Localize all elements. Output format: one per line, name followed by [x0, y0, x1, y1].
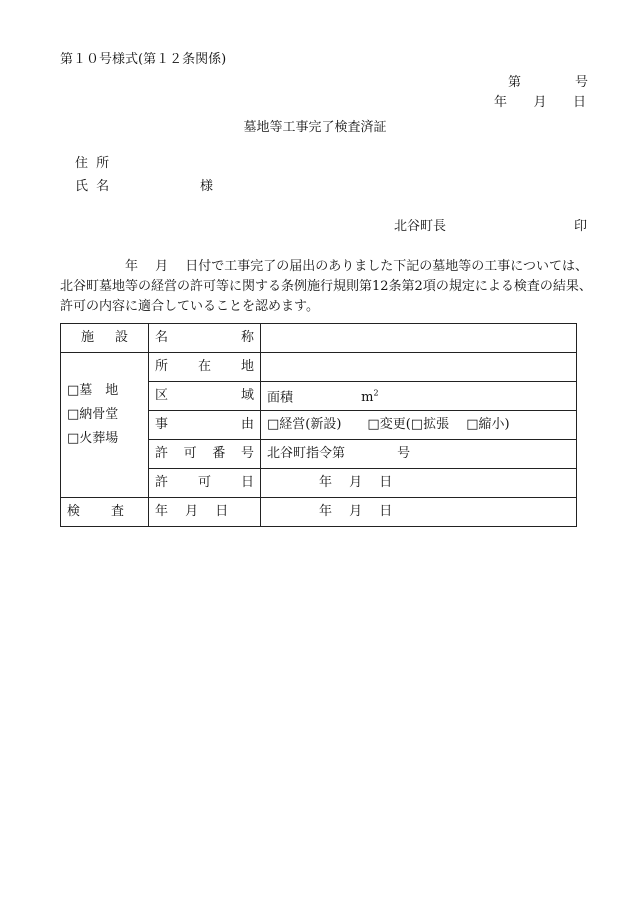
seal-mark: 印 — [574, 219, 588, 234]
permit-number-prefix: 北谷町指令第 — [267, 446, 346, 461]
body-line-1: 年 月 日付で工事完了の届出のありました下記の墓地等の工事については、 — [125, 259, 589, 274]
table-row — [61, 498, 577, 527]
address-label: 住 所 — [75, 156, 110, 171]
table-row — [61, 324, 577, 353]
permit-number-suffix: 号 — [397, 446, 411, 461]
inspection-date-field[interactable] — [261, 498, 577, 527]
issue-date-month: 月 — [533, 95, 547, 110]
facility-type-cemetery[interactable]: □墓 地 — [67, 383, 119, 398]
inspection-label-cell — [61, 498, 149, 527]
location-label-cell — [149, 353, 261, 382]
label-char: 可 — [183, 446, 197, 461]
inspection-value: 年 月 日 — [319, 504, 393, 519]
form-number: 第１０号様式(第１２条関係) — [60, 52, 227, 67]
label-char: 域 — [240, 388, 254, 403]
label-char: 地 — [240, 359, 254, 374]
facility-type-crematorium[interactable]: □火葬場 — [67, 431, 119, 446]
label-char: 日 — [240, 475, 254, 490]
label-char: 名 — [155, 330, 169, 345]
issue-date — [494, 95, 586, 111]
permit-number-field[interactable] — [261, 440, 577, 469]
name-label: 氏 名 — [75, 179, 110, 194]
permit-date-field[interactable] — [261, 469, 577, 498]
label-char: 区 — [155, 388, 169, 403]
label-char: 事 — [155, 417, 169, 432]
doc-number-suffix: 号 — [574, 75, 588, 90]
permit-date-value: 年 月 日 — [319, 475, 393, 490]
table-row — [61, 353, 577, 382]
permit-date-label-cell — [149, 469, 261, 498]
label-char: 許 — [155, 446, 169, 461]
inspection-form-table — [60, 323, 577, 527]
body-line-2: 北谷町墓地等の経営の許可等に関する条例施行規則第12条第2項の規定による検査の結果、 — [60, 279, 592, 294]
location-field[interactable] — [261, 353, 577, 382]
label-char: 称 — [240, 330, 254, 345]
name-label-cell — [149, 324, 261, 353]
permit-number-label-cell — [149, 440, 261, 469]
reason-label-cell — [149, 411, 261, 440]
label-char: 号 — [240, 446, 254, 461]
inspection-date-cell[interactable] — [149, 498, 261, 527]
label-char: 施 — [81, 330, 95, 345]
label-char: 所 — [155, 359, 169, 374]
issue-date-year: 年 — [494, 95, 508, 110]
reason-field[interactable]: □経営(新設) □変更(□拡張 □縮小) — [261, 411, 577, 440]
doc-number-prefix: 第 — [508, 75, 522, 90]
document-number — [508, 75, 588, 91]
label-char: 査 — [110, 504, 124, 519]
inspection-date: 年 月 日 — [155, 504, 229, 519]
label-char: 番 — [212, 446, 226, 461]
label-char: 設 — [114, 330, 128, 345]
label-char: 許 — [155, 475, 169, 490]
label-char: 由 — [240, 417, 254, 432]
facility-type-ossuary[interactable]: □納骨堂 — [67, 407, 119, 422]
document-title: 墓地等工事完了検査済証 — [243, 120, 387, 135]
issuer-name: 北谷町長 — [394, 219, 447, 234]
honorific: 様 — [200, 179, 214, 194]
facility-label-cell — [61, 324, 149, 353]
facility-name-field[interactable] — [261, 324, 577, 353]
label-char: 在 — [197, 359, 211, 374]
area-value: 面積 — [267, 390, 294, 406]
label-char: 可 — [197, 475, 211, 490]
label-char: 検 — [67, 504, 81, 519]
area-unit: $m^2$ — [361, 388, 379, 406]
facility-type-cell — [61, 353, 149, 498]
issue-date-day: 日 — [572, 95, 586, 110]
body-line-3: 許可の内容に適合していることを認めます。 — [60, 299, 319, 314]
area-label-cell — [149, 382, 261, 411]
area-field[interactable] — [261, 382, 577, 411]
